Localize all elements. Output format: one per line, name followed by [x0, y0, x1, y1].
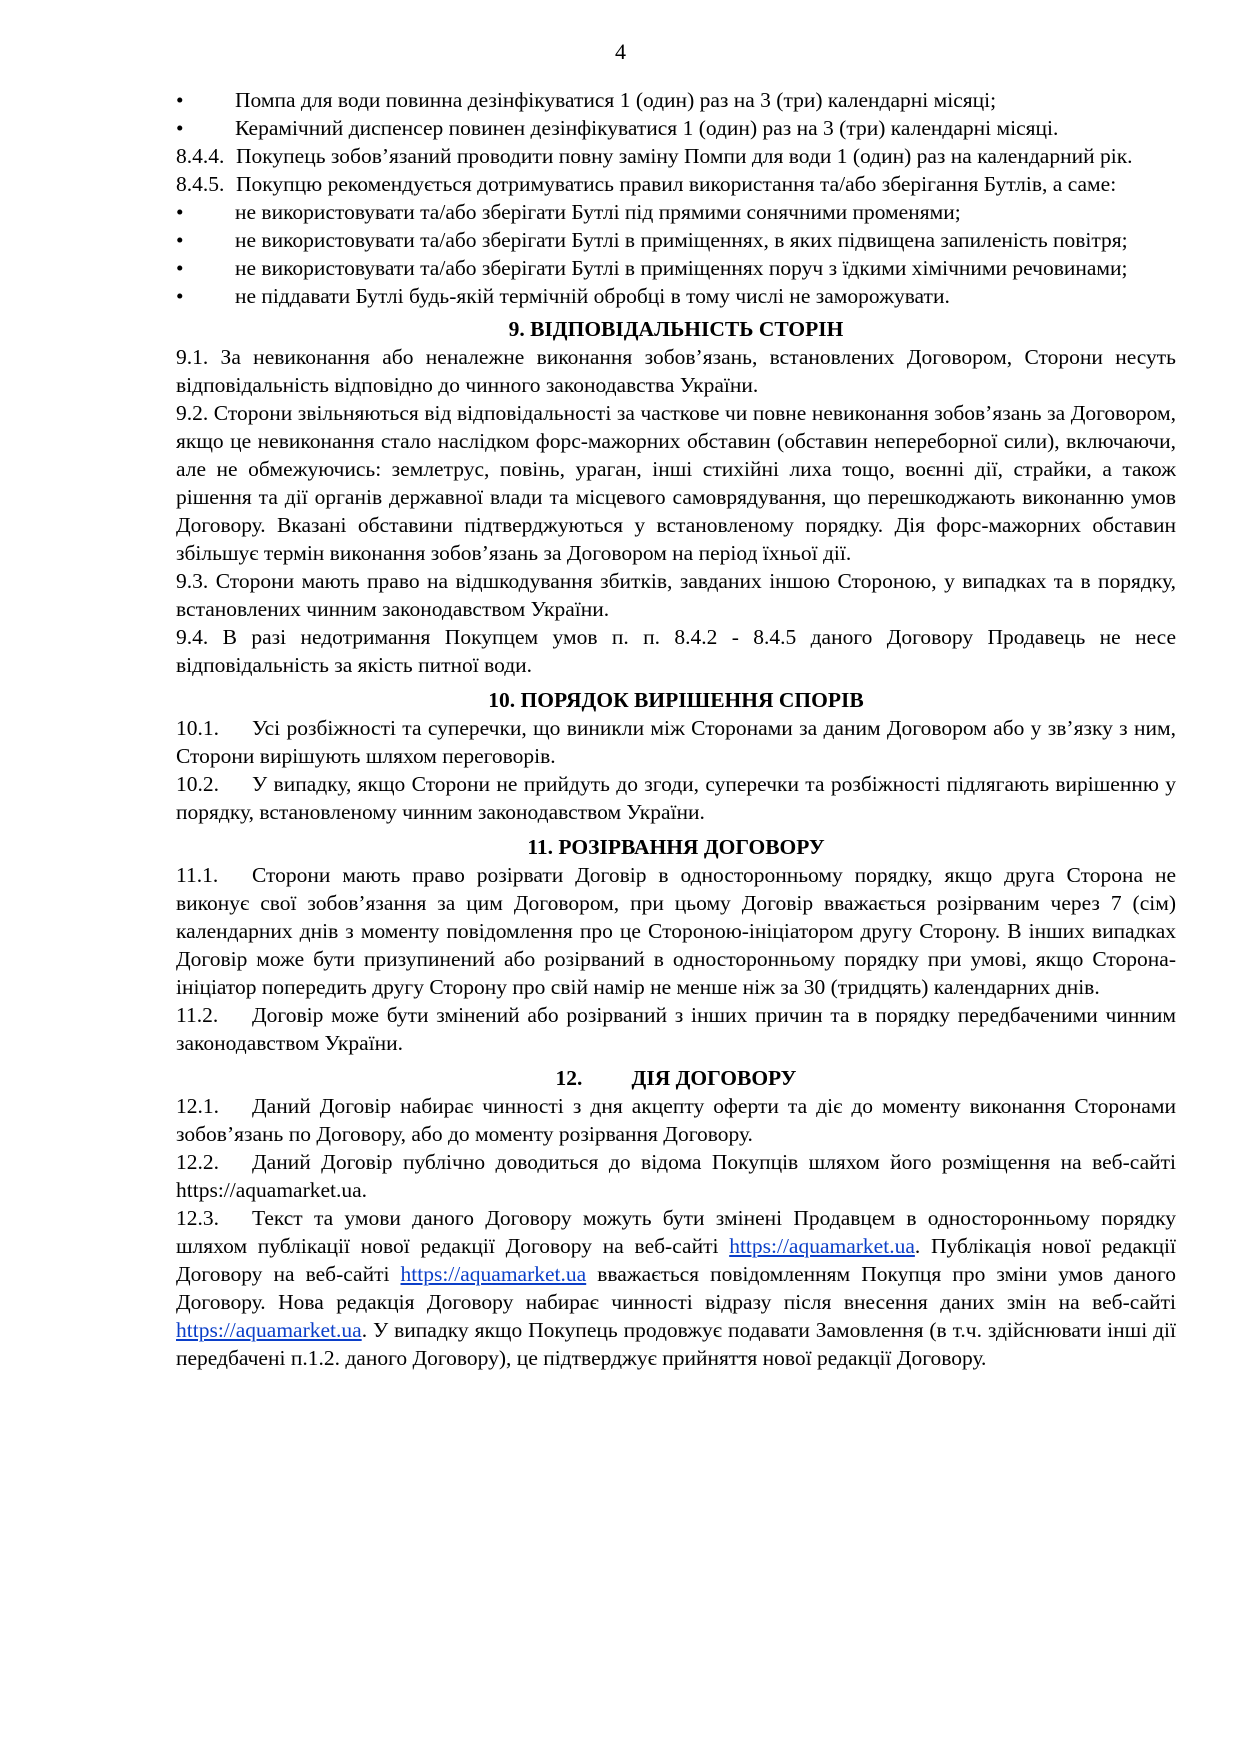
clause-12-1: 12.1. Даний Договір набирає чинності з дня акцепту оферти та діє до моменту виконання Сторонами зобов’язань по Договору, або до моменту розірвання Договору. [176, 1094, 1176, 1146]
section-9-title: 9. ВІДПОВІДАЛЬНІСТЬ СТОРІН [508, 317, 844, 341]
bullet-item: • Помпа для води повинна дезінфікуватися 1 (один) раз на 3 (три) календарні місяці; [176, 88, 997, 112]
bullet-item: • Керамічний диспенсер повинен дезінфікуватися 1 (один) раз на 3 (три) календарні місяці. [176, 116, 1059, 140]
bullet-item: • не використовувати та/або зберігати Бутлі в приміщеннях поруч з їдкими хімічними речовинами; [176, 256, 1128, 280]
section-11-title: 11. РОЗІРВАННЯ ДОГОВОРУ [527, 835, 825, 859]
document-body [176, 86, 1176, 1372]
bullet-marker: • [176, 200, 184, 224]
bullet-marker: • [176, 116, 184, 140]
bullet-item: • не піддавати Бутлі будь-якій термічній обробці в тому числі не заморожувати. [176, 284, 950, 308]
bullet-item: • не використовувати та/або зберігати Бутлі в приміщеннях, в яких підвищена запиленість повітря; [176, 228, 1128, 252]
website-link[interactable]: https://aquamarket.ua [400, 1262, 587, 1286]
website-link[interactable]: https://aquamarket.ua [176, 1318, 362, 1342]
page-number: 4 [615, 39, 626, 64]
bullet-marker: • [176, 284, 184, 308]
clause-11-2: 11.2. Договір може бути змінений або розірваний з інших причин та в порядку передбаченими чинним законодавством України. [176, 1003, 1176, 1055]
section-12-title: 12. ДІЯ ДОГОВОРУ [555, 1066, 797, 1090]
clause-8-4-5: 8.4.5. Покупцю рекомендується дотримуватись правил використання та/або зберігання Бутлів, а саме: [176, 172, 1117, 196]
clause-10-1: 10.1. Усі розбіжності та суперечки, що виникли між Сторонами за даним Договором або у зв’язку з ним, Сторони вирішують шляхом переговорів. [176, 716, 1176, 768]
clause-11-1: 11.1. Сторони мають право розірвати Договір в односторонньому порядку, якщо друга Сторона не виконує свої зобов’язання за цим Договором, при цьому Договір вважається розірваним через 7 (сім) календарних днів з моменту повідомлення про це Стороною-ініціатором другу Сторону. В інших випадках Договір може бути призупинений або розірваний в односторонньому порядку при умові, якщо Сторона-ініціатор попередить другу Сторону про свій намір не менше ніж за 30 (тридцять) календарних днів. [176, 863, 1176, 999]
clause-8-4-4: 8.4.4. Покупець зобов’язаний проводити повну заміну Помпи для води 1 (один) раз на календарний рік. [176, 144, 1133, 168]
website-link[interactable]: https://aquamarket.ua [729, 1234, 915, 1258]
bullet-marker: • [176, 88, 184, 112]
section-10-title: 10. ПОРЯДОК ВИРІШЕННЯ СПОРІВ [488, 688, 864, 712]
clause-12-2: 12.2. Даний Договір публічно доводиться до відома Покупців шляхом його розміщення на веб-сайті https://aquamarket.ua. [176, 1150, 1176, 1202]
clause-9-1: 9.1. За невиконання або неналежне виконання зобов’язань, встановлених Договором, Сторони несуть відповідальність відповідно до чинного законодавства України. [176, 345, 1176, 397]
bullet-marker: • [176, 228, 184, 252]
clause-9-4: 9.4. В разі недотримання Покупцем умов п. п. 8.4.2 - 8.4.5 даного Договору Продавець не несе відповідальність за якість питної води. [176, 625, 1176, 677]
bullet-item: • не використовувати та/або зберігати Бутлі під прямими сонячними променями; [176, 200, 961, 224]
bullet-marker: • [176, 256, 184, 280]
clause-10-2: 10.2. У випадку, якщо Сторони не прийдуть до згоди, суперечки та розбіжності підлягають вирішенню у порядку, встановленому чинним законодавством України. [176, 772, 1176, 824]
clause-9-2: 9.2. Сторони звільняються від відповідальності за часткове чи повне невиконання зобов’язань за Договором, якщо це невиконання стало наслідком форс-мажорних обставин (обставин непереборної сили), включаючи, але не обмежуючись: землетрус, повінь, ураган, інші стихійні лиха тощо, воєнні дії, страйки, а також рішення та дії органів державної влади та місцевого самоврядування, що перешкоджають виконанню умов Договору. Вказані обставини підтверджуються у встановленому порядку. Дія форс-мажорних обставин збільшує термін виконання зобов’язань за Договором на період їхньої дії. [176, 401, 1176, 565]
clause-9-3: 9.3. Сторони мають право на відшкодування збитків, завданих іншою Стороною, у випадках та в порядку, встановлених чинним законодавством України. [176, 569, 1176, 621]
clause-12-3: 12.3. Текст та умови даного Договору можуть бути змінені Продавцем в односторонньому порядку шляхом публікації нової редакції Договору на веб-сайті https://aquamarket.ua. Публікація нової редакції Договору на веб-сайті https://aquamarket.ua вважається повідомленням Покупця про зміни умов даного Договору. Нова редакція Договору набирає чинності відразу після внесення даних змін на веб-сайті https://aquamarket.ua. У випадку якщо Покупець продовжує подавати Замовлення (в т.ч. здійснювати інші дії передбачені п.1.2. даного Договору), це підтверджує прийняття нової редакції Договору. [176, 1206, 1177, 1370]
